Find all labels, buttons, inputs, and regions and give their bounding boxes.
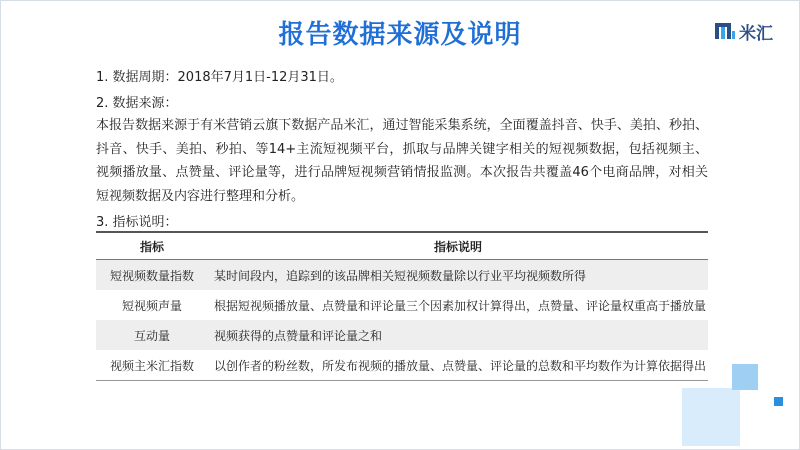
brand-logo [714,20,773,42]
data-source-paragraph: 本报告数据来源于有米营销云旗下数据产品米汇，通过智能采集系统，全面覆盖抖音、快手、美拍、秒拍、抖音、快手、美拍、秒拍、等14+主流短视频平台，抓取与品牌关键字相关的短视频数据，包括视频主、视频播放量、点赞量、评论量等，进行品牌短视频营销情报监测。本次报告共覆盖46个电商品牌，对相关短视频数据及内容进行整理和分析。 [96,118,708,204]
metric-name: 视频主米汇指数 [96,350,208,381]
table-header-row [96,232,708,260]
page-title: 报告数据来源及说明 [278,20,522,50]
table-row [96,320,708,350]
metric-description: 视频获得的点赞量和评论量之和 [208,320,708,350]
decorative-square-medium [732,364,758,390]
table-row [96,290,708,320]
decorative-square-small [774,397,783,406]
logo-mark-icon [714,20,736,42]
metric-name: 短视频数量指数 [96,260,208,291]
data-period-line: 1. 数据周期：2018年7月1日-12月31日。 [96,70,343,85]
data-source-heading: 2. 数据来源： [96,96,178,111]
metric-description: 以创作者的粉丝数，所发布视频的播放量、点赞量、评论量的总数和平均数作为计算依据得出 [208,350,708,381]
decorative-square-large [682,388,740,446]
metrics-heading: 3. 指标说明： [96,215,178,230]
metric-name: 互动量 [96,320,208,350]
table-row [96,260,708,291]
logo-text: 米汇 [739,23,773,44]
metric-description: 某时间段内，追踪到的该品牌相关短视频数量除以行业平均视频数所得 [208,260,708,291]
metrics-table [96,231,708,381]
metric-description: 根据短视频播放量、点赞量和评论量三个因素加权计算得出，点赞量、评论量权重高于播放量 [208,290,708,320]
metric-name: 短视频声量 [96,290,208,320]
table-row [96,350,708,381]
column-header-metric: 指标 [96,232,208,260]
column-header-description: 指标说明 [208,232,708,260]
